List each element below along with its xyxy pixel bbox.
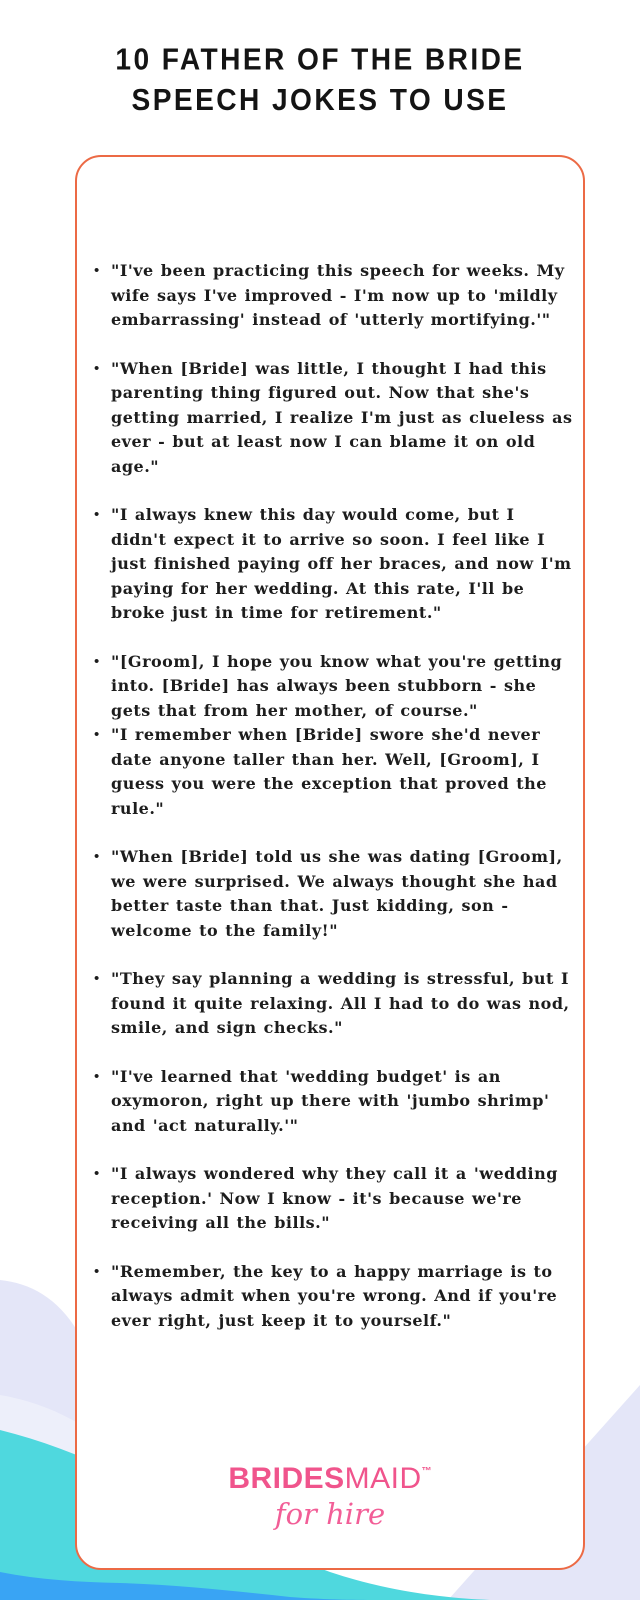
bullet-icon: • xyxy=(94,1165,100,1182)
joke-item xyxy=(94,1260,575,1334)
title-line-1: 10 FATHER OF THE BRIDE xyxy=(115,43,525,78)
brand-logo xyxy=(77,1457,583,1530)
joke-item xyxy=(94,357,575,480)
joke-item xyxy=(94,650,575,724)
title-line-2: SPEECH JOKES TO USE xyxy=(131,83,509,118)
joke-text: "I've been practicing this speech for weeks. My wife says I've improved - I'm now up to 'mildly embarrassing' instead of 'utterly mortifying.'" xyxy=(111,261,565,329)
bullet-icon: • xyxy=(94,1067,100,1085)
page-title xyxy=(10,40,631,121)
joke-text: "Remember, the key to a happy marriage is to always admit when you're wrong. And if you're ever right, just keep it to yourself." xyxy=(111,1261,558,1330)
joke-text: "[Groom], I hope you know what you're getting into. [Bride] has always been stubborn - she gets that from her mother, of course." xyxy=(111,651,563,720)
brand-name-light: MAID xyxy=(344,1462,422,1495)
joke-item xyxy=(94,967,575,1041)
jokes-card xyxy=(75,155,585,1570)
bullet-icon: • xyxy=(94,359,100,377)
joke-item xyxy=(94,723,575,821)
joke-text: "I've learned that 'wedding budget' is an oxymoron, right up there with 'jumbo shrimp' and 'act naturally.'" xyxy=(111,1066,550,1135)
joke-item xyxy=(94,845,575,943)
joke-text: "I always knew this day would come, but I didn't expect it to arrive so soon. I feel like I just finished paying off her braces, and now I'm paying for her wedding. At this rate, I'll be broke just in time for retirement." xyxy=(111,505,572,622)
jokes-list xyxy=(77,157,583,1333)
bullet-icon: • xyxy=(94,726,100,743)
brand-name-bold: BRIDES xyxy=(228,1462,345,1495)
bullet-icon: • xyxy=(94,652,100,670)
joke-item xyxy=(94,1065,575,1139)
joke-text: "I remember when [Bride] swore she'd never date anyone taller than her. Well, [Groom], I guess you were the exception that proved the rule." xyxy=(111,725,547,818)
bullet-icon: • xyxy=(94,1262,100,1280)
bullet-icon: • xyxy=(94,262,100,279)
joke-item xyxy=(94,503,575,626)
bullet-icon: • xyxy=(94,970,100,987)
joke-item xyxy=(94,259,575,333)
joke-text: "I always wondered why they call it a 'wedding reception.' Now I know - it's because we're receiving all the bills." xyxy=(111,1164,558,1232)
bullet-icon: • xyxy=(94,848,100,865)
joke-text: "They say planning a wedding is stressful, but I found it quite relaxing. All I had to do was nod, smile, and sign checks." xyxy=(111,969,570,1037)
brand-wordmark xyxy=(77,1457,583,1494)
joke-text: "When [Bride] was little, I thought I had this parenting thing figured out. Now that she's getting married, I realize I'm just as clueless as ever - but at least now I can blame it on old age." xyxy=(111,358,573,476)
trademark-symbol: ™ xyxy=(421,1466,432,1477)
brand-tagline: for hire xyxy=(274,1497,386,1531)
joke-text: "When [Bride] told us she was dating [Groom], we were surprised. We always thought she had better taste than that. Just kidding, son - welcome to the family!" xyxy=(111,847,563,940)
joke-item xyxy=(94,1162,575,1236)
bullet-icon: • xyxy=(94,506,100,523)
